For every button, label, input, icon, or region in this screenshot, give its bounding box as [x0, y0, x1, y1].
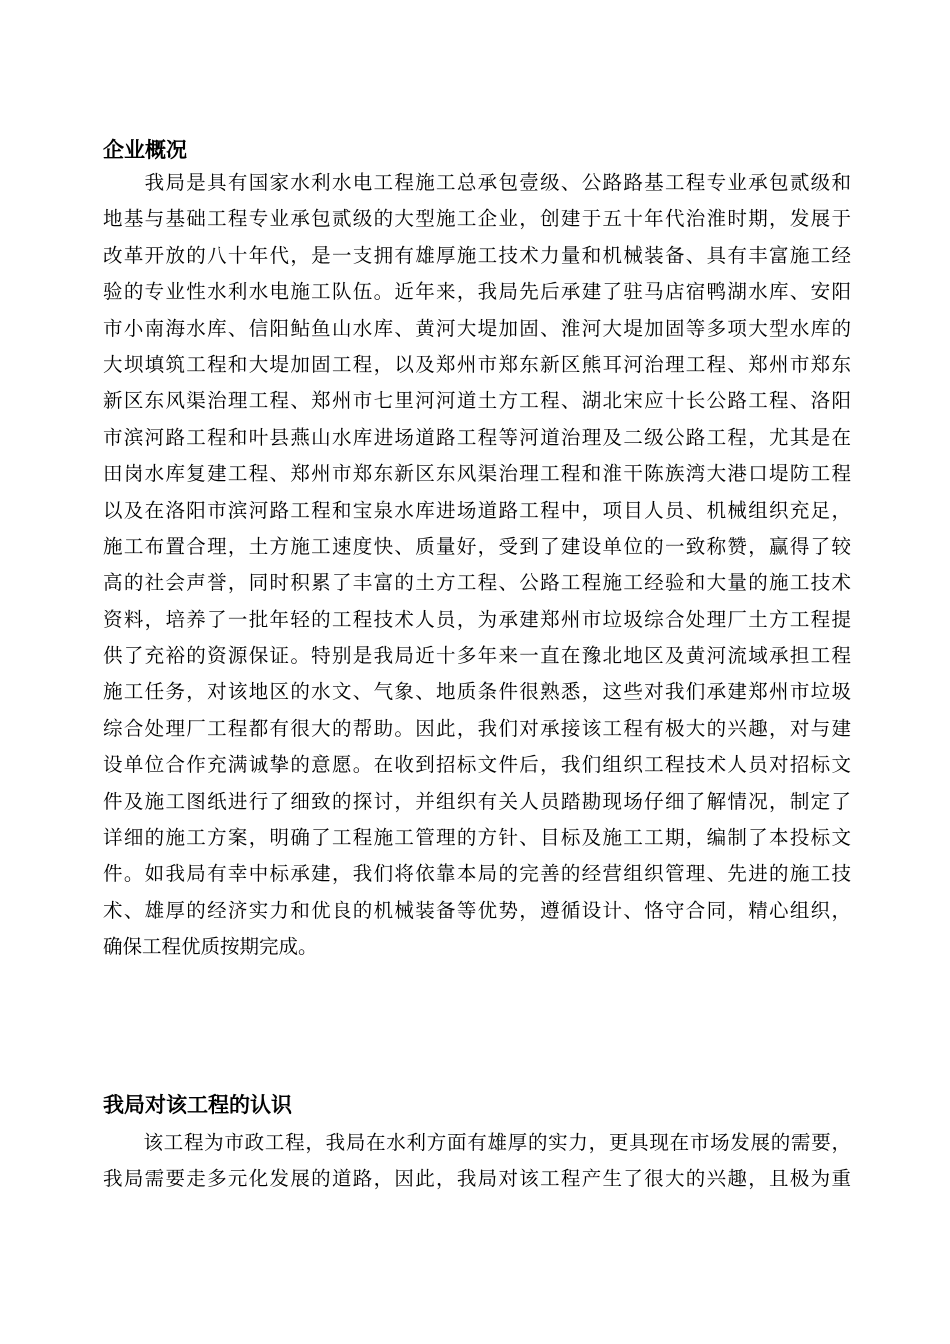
text-line: 改革开放的八十年代，是一支拥有雄厚施工技术力量和机械装备、具有丰富施工经: [103, 243, 851, 267]
section-heading-company-overview: 企业概况: [103, 137, 187, 162]
text-line: 施工任务，对该地区的水文、气象、地质条件很熟悉，这些对我们承建郑州市垃圾: [103, 680, 851, 704]
text-line: 资料，培养了一批年轻的工程技术人员，为承建郑州市垃圾综合处理厂土方工程提: [103, 607, 851, 631]
text-line: 市滨河路工程和叶县燕山水库进场道路工程等河道治理及二级公路工程，尤其是在: [103, 425, 851, 449]
section-heading-project-understanding: 我局对该工程的认识: [103, 1092, 292, 1117]
text-line: 施工布置合理，土方施工速度快、质量好，受到了建设单位的一致称赞，赢得了较: [103, 534, 851, 558]
text-line: 件。如我局有幸中标承建，我们将依靠本局的完善的经营组织管理、先进的施工技: [103, 862, 851, 886]
text-line: 田岗水库复建工程、郑州市郑东新区东风渠治理工程和淮干陈族湾大港口堤防工程: [103, 462, 851, 486]
paragraph-project-understanding: [103, 1125, 851, 1198]
text-line: 新区东风渠治理工程、郑州市七里河河道土方工程、湖北宋应十长公路工程、洛阳: [103, 389, 851, 413]
text-line: 详细的施工方案，明确了工程施工管理的方针、目标及施工工期，编制了本投标文: [103, 826, 851, 850]
text-line: 高的社会声誉，同时积累了丰富的土方工程、公路工程施工经验和大量的施工技术: [103, 571, 851, 595]
text-line: 该工程为市政工程，我局在水利方面有雄厚的实力，更具现在市场发展的需要，: [103, 1131, 851, 1154]
text-line: 供了充裕的资源保证。特别是我局近十多年来一直在豫北地区及黄河流域承担工程: [103, 644, 851, 668]
text-line: 验的专业性水利水电施工队伍。近年来，我局先后承建了驻马店宿鸭湖水库、安阳: [103, 280, 851, 304]
text-line: 件及施工图纸进行了细致的探讨，并组织有关人员踏勘现场仔细了解情况，制定了: [103, 789, 851, 813]
text-line: 大坝填筑工程和大堤加固工程，以及郑州市郑东新区熊耳河治理工程、郑州市郑东: [103, 352, 851, 376]
text-line: 市小南海水库、信阳鲇鱼山水库、黄河大堤加固、淮河大堤加固等多项大型水库的: [103, 316, 851, 340]
text-line: 我局需要走多元化发展的道路，因此，我局对该工程产生了很大的兴趣，且极为重: [103, 1167, 851, 1191]
text-line: 确保工程优质按期完成。: [103, 935, 318, 959]
text-line: 以及在洛阳市滨河路工程和宝泉水库进场道路工程中，项目人员、机械组织充足，: [103, 498, 851, 522]
text-line: 我局是具有国家水利水电工程施工总承包壹级、公路路基工程专业承包贰级和: [103, 171, 851, 194]
text-line: 综合处理厂工程都有很大的帮助。因此，我们对承接该工程有极大的兴趣，对与建: [103, 716, 851, 740]
text-line: 地基与基础工程专业承包贰级的大型施工企业，创建于五十年代治淮时期，发展于: [103, 207, 851, 231]
text-line: 设单位合作充满诚挚的意愿。在收到招标文件后，我们组织工程技术人员对招标文: [103, 753, 851, 777]
paragraph-company-overview: [103, 165, 851, 966]
text-line: 术、雄厚的经济实力和优良的机械装备等优势，遵循设计、恪守合同，精心组织，: [103, 898, 851, 922]
